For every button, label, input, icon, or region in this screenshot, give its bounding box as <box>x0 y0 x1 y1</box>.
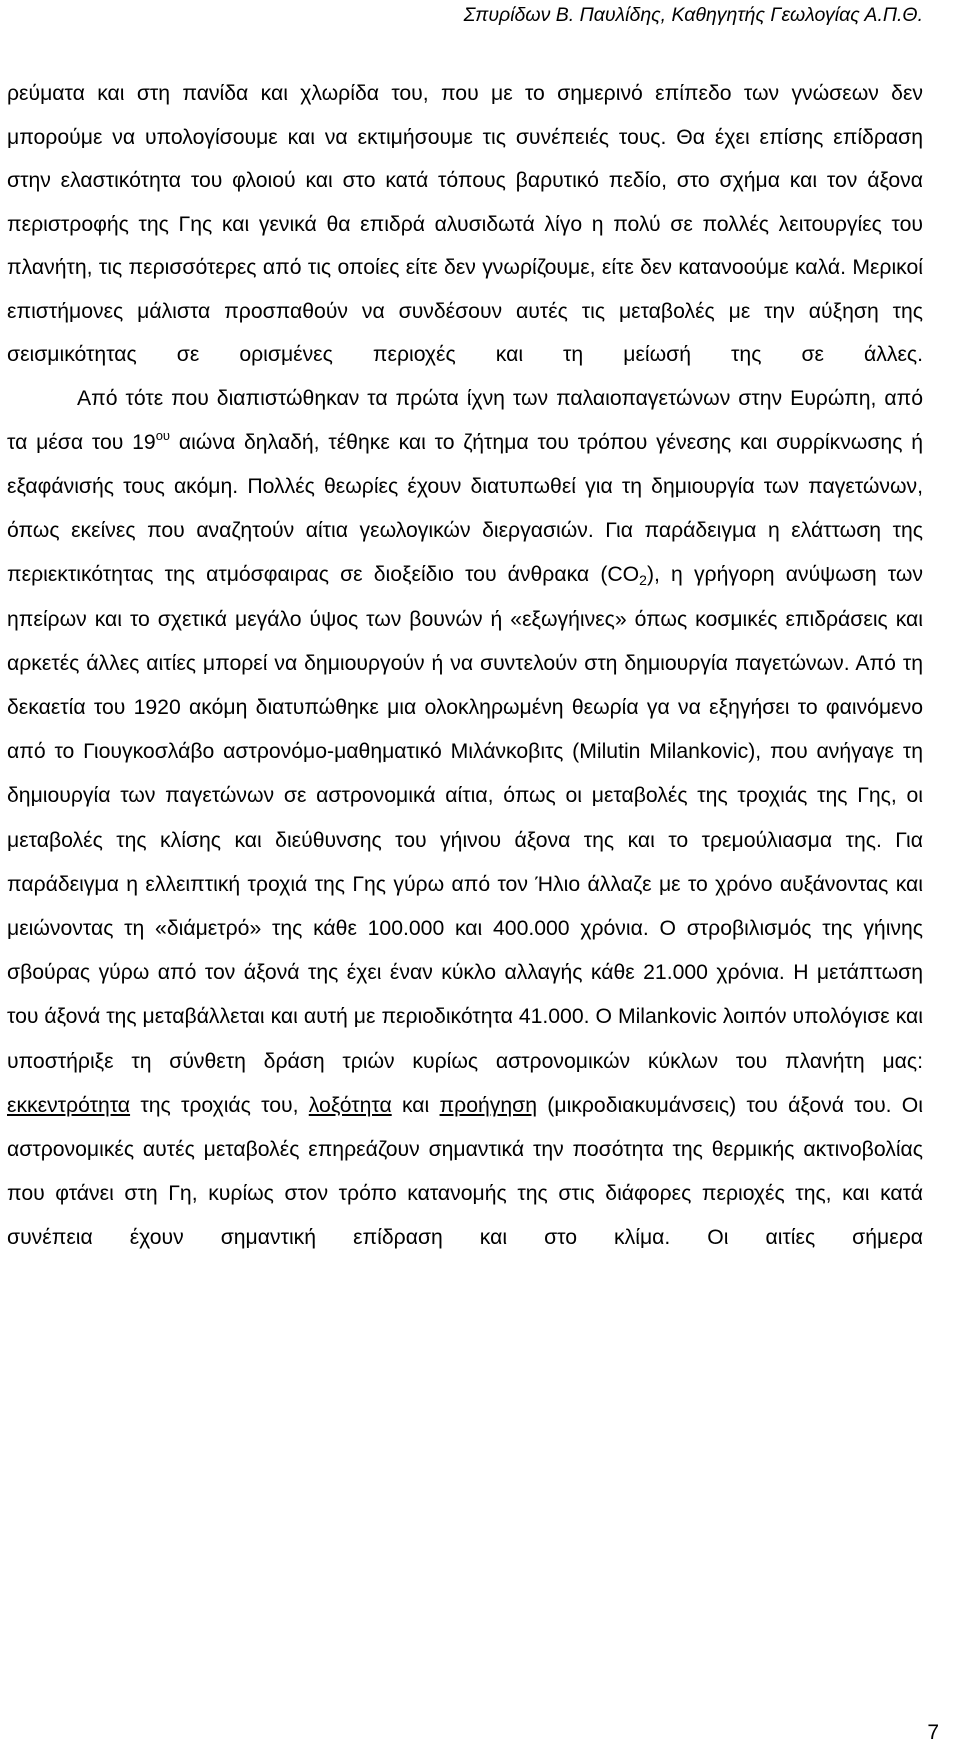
paragraph-2-text-part-2: αιώνα δηλαδή, τέθηκε και το ζήτημα του τρόπου γένεσης και συρρίκνωσης ή εξαφάνισής τους ακόμη. Πολλές θεωρίες έχουν διατυπωθεί για τη δημιουργία των παγετώνων, όπως εκείνες που αναζητούν αίτια γεωλογικών διεργασιών. Για παράδειγμα η ελάττωση της περιεκτικότητας της ατμόσφαιρας σε διοξείδιο του άνθρακα (CO <box>7 430 923 587</box>
page-header: Σπυρίδων Β. Παυλίδης, Καθηγητής Γεωλογίας Α.Π.Θ. <box>463 4 923 26</box>
term-precession: προήγηση <box>439 1093 538 1117</box>
paragraph-2 <box>7 377 923 1261</box>
term-obliquity: λοξότητα <box>308 1093 392 1117</box>
page-number: 7 <box>927 1721 939 1744</box>
paragraph-2-text-part-4: της τροχιάς του, <box>130 1093 309 1117</box>
paragraph-1-text: ρεύματα και στη πανίδα και χλωρίδα του, που με το σημερινό επίπεδο των γνώσεων δεν μπορούμε να υπολογίσουμε και να εκτιμήσουμε τις συνέπειές τους. Θα έχει επίσης επίδραση στην ελαστικότητα του φλοιού και στο κατά τόπους βαρυτικό πεδίο, στο σχήμα και τον άξονα περιστροφής της Γης και γενικά θα επιδρά αλυσιδωτά λίγο η πολύ σε πολλές λειτουργίες του πλανήτη, τις περισσότερες από τις οποίες είτε δεν γνωρίζουμε, είτε δεν κατανοούμε καλά. Μερικοί επιστήμονες μάλιστα προσπαθούν να συνδέσουν αυτές τις μεταβολές με την αύξηση της σεισμικότητας σε ορισμένες περιοχές και τη μείωσή της σε άλλες. <box>7 82 923 366</box>
paragraph-1 <box>7 72 923 377</box>
ordinal-superscript: ου <box>155 427 171 443</box>
paragraph-2-text-part-1: Από τότε που διαπιστώθηκαν τα πρώτα ίχνη των παλαιοπαγετώνων στην Ευρώπη, από τα μέσα του 19 <box>7 386 923 454</box>
paragraph-2-text-part-5: και <box>391 1093 440 1117</box>
body-text <box>7 72 923 1261</box>
term-eccentricity: εκκεντρότητα <box>7 1093 131 1117</box>
paragraph-2-text-part-3: ), η γρήγορη ανύψωση των ηπείρων και το σχετικά μεγάλο ύψος των βουνών ή «εξωγήινες» όπως κοσμικές επιδράσεις και αρκετές άλλες αιτίες μπορεί να δημιουργούν ή να συντελούν στη δημιουργία παγετώνων. Από τη δεκαετία του 1920 ακόμη διατυπώθηκε μια ολοκληρωμένη θεωρία γα να εξηγήσει το φαινόμενο από το Γιουγκοσλάβο αστρονόμο-μαθηματικό Μιλάνκοβιτς (Milutin Milankovic), που ανήγαγε τη δημιουργία των παγετώνων σε αστρονομικά αίτια, όπως οι μεταβολές της τροχιάς της Γης, οι μεταβολές της κλίσης και διεύθυνσης του γήινου άξονα της και το τρεμούλιασμα της. Για παράδειγμα η ελλειπτική τροχιά της Γης γύρω από τον Ήλιο άλλαζε με το χρόνο αυξάνοντας και μειώνοντας τη «διάμετρό» της κάθε 100.000 και 400.000 χρόνια. Ο στροβιλισμός της γήινης σβούρας γύρω από τον άξονά της έχει έναν κύκλο αλλαγής κάθε 21.000 χρόνια. Η μετάπτωση του άξονά της μεταβάλλεται και αυτή με περιοδικότητα 41.000. Ο Milankovic λοιπόν υπολόγισε και υποστήριξε τη σύνθετη δράση τριών κυρίως αστρονομικών κύκλων του πλανήτη μας: <box>7 563 923 1073</box>
paragraph-2-text-part-6: (μικροδιακυμάνσεις) του άξονά του. Οι αστρονομικές αυτές μεταβολές επηρεάζουν σημαντικά την ποσότητα της θερμικής ακτινοβολίας που φτάνει στη Γη, κυρίως στον τρόπο κατανομής της στις διάφορες περιοχές της, και κατά συνέπεια έχουν σημαντική επίδραση και στο κλίμα. Οι αιτίες σήμερα <box>7 1093 923 1250</box>
chemical-subscript: 2 <box>639 572 647 589</box>
